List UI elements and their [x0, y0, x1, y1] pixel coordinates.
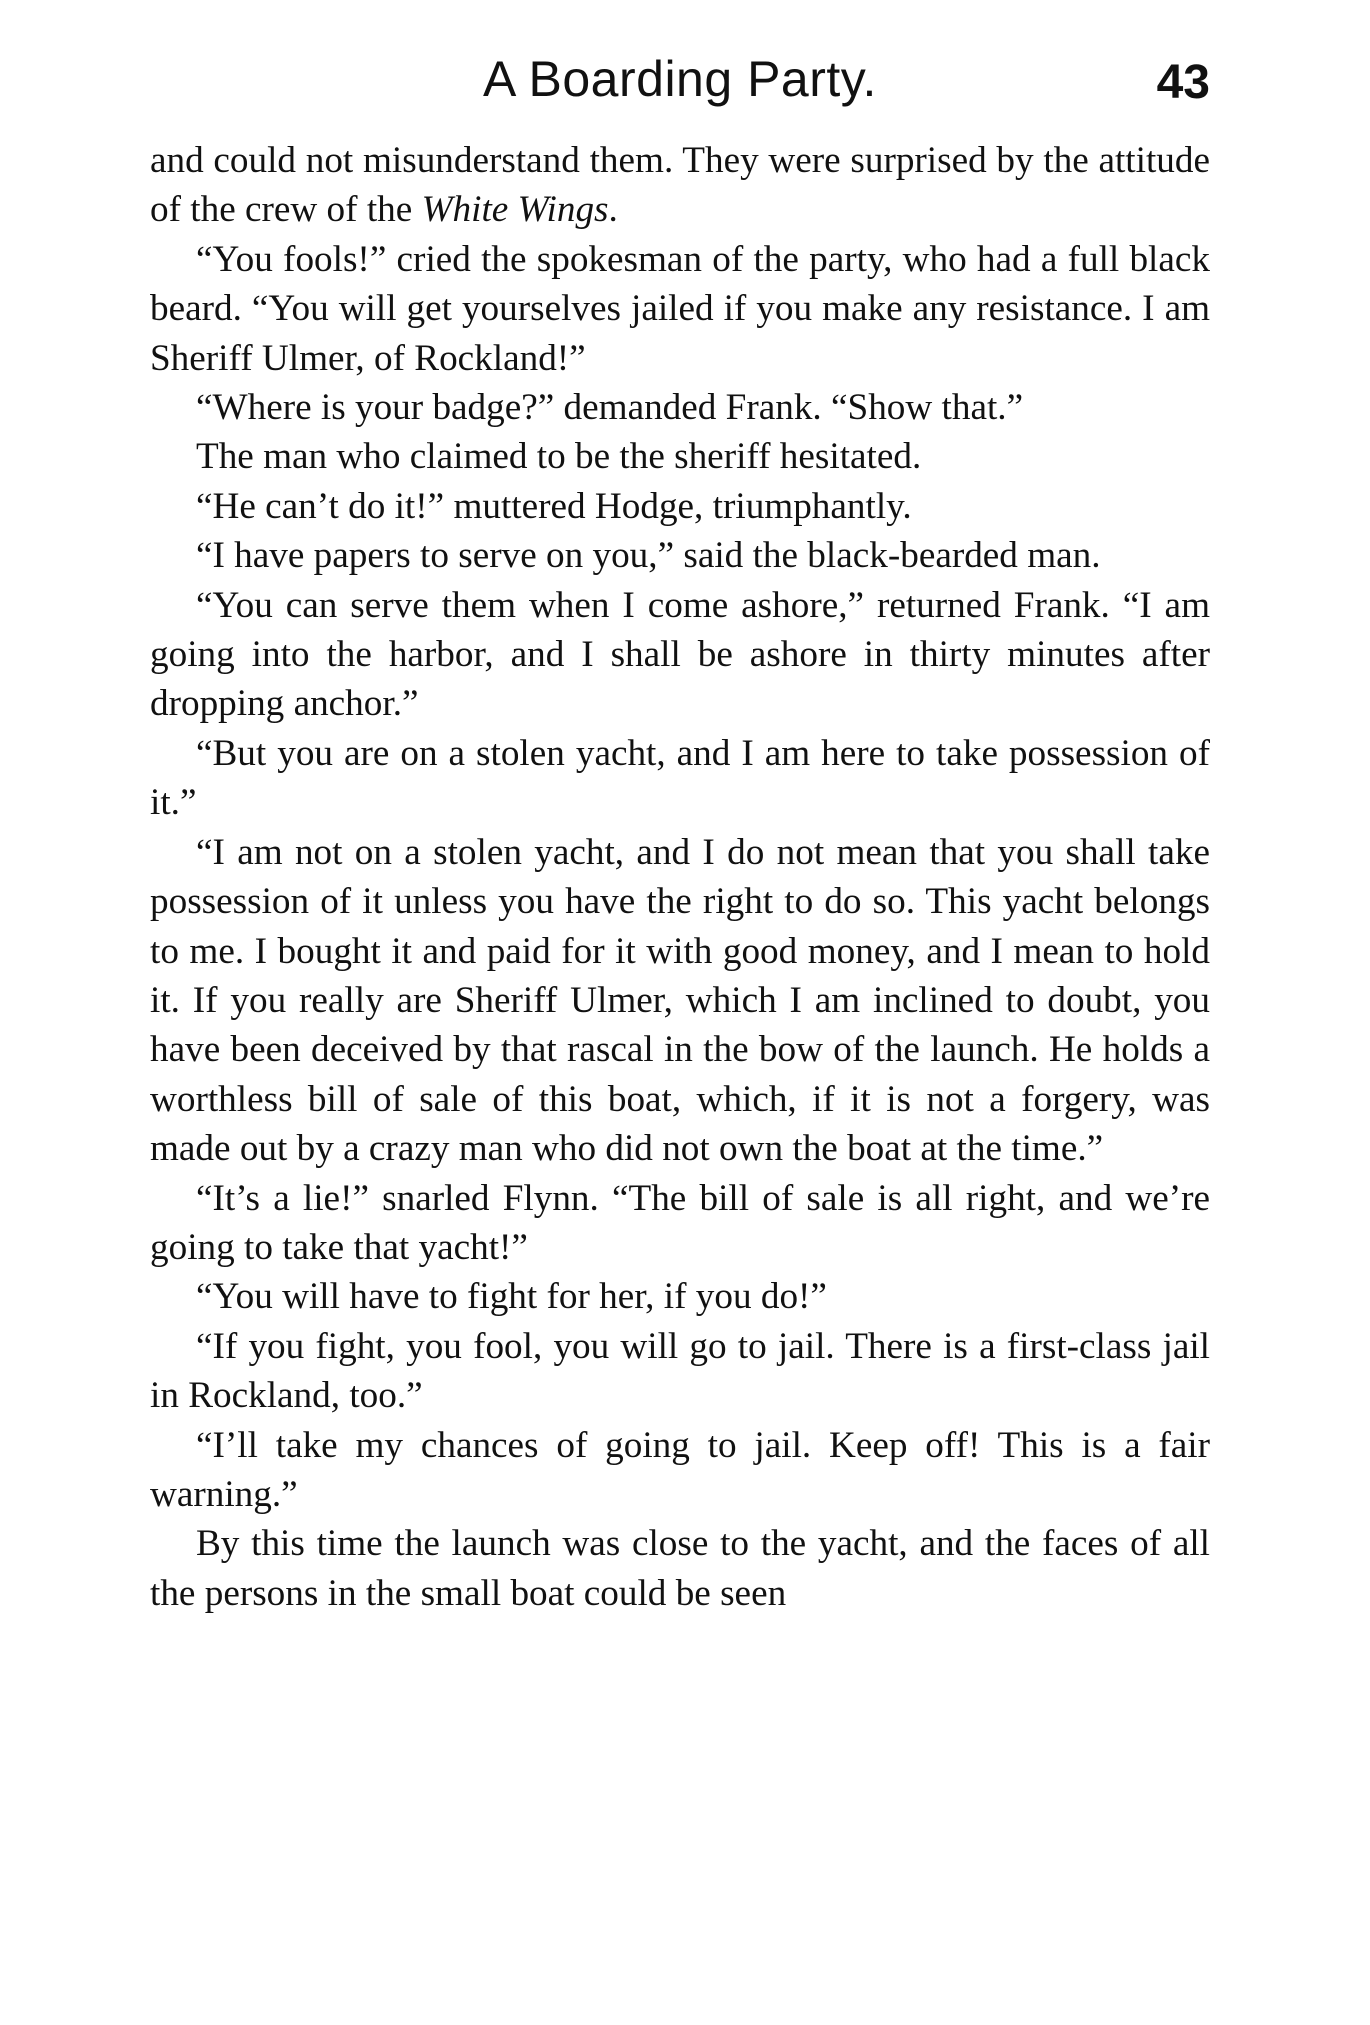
paragraph: “You can serve them when I come ashore,” returned Frank. “I am going into the harbor, and I shall be ashore in thirty minutes after dropping anchor.” — [150, 584, 1210, 725]
paragraph: By this time the launch was close to the yacht, and the faces of all the persons in the small boat could be seen — [150, 1523, 1210, 1614]
paragraph: “Where is your badge?” demanded Frank. “Show that.” — [196, 387, 1024, 429]
page-header — [150, 44, 1210, 114]
paragraph-continued — [150, 136, 1210, 235]
paragraph: “You will have to fight for her, if you do!” — [196, 1276, 827, 1318]
paragraph: “I’ll take my chances of going to jail. Keep off! This is a fair warning.” — [150, 1424, 1210, 1515]
page-number: 43 — [1156, 56, 1210, 109]
paragraph: “I am not on a stolen yacht, and I do not mean that you shall take possession of it unless you have the right to do so. This yacht belongs to me. I bought it and paid for it with good money, and I mean to hold it. If you really are Sheriff Ulmer, which I am inclined to doubt, you have been deceived by that rascal in the bow of the launch. He holds a worthless bill of sale of this boat, which, if it is not a forgery, was made out by a crazy man who did not own the boat at the time.” — [150, 831, 1210, 1170]
yacht-name: White Wings — [421, 189, 609, 231]
paragraph: “But you are on a stolen yacht, and I am here to take possession of it.” — [150, 732, 1210, 824]
paragraph: “I have papers to serve on you,” said the black-bearded man. — [196, 535, 1101, 577]
paragraph: “You fools!” cried the spokesman of the party, who had a full black beard. “You will get yourselves jailed if you make any resistance. I am Sheriff Ulmer, of Rockland!” — [150, 238, 1210, 379]
paragraph: The man who claimed to be the sheriff hesitated. — [196, 436, 922, 478]
paragraph-text: and could not misunderstand them. They were surprised by the attitude of the crew of the — [150, 140, 1210, 231]
paragraph: “He can’t do it!” muttered Hodge, triumphantly. — [196, 485, 912, 527]
paragraph-text: . — [608, 189, 618, 231]
page-body — [150, 136, 1210, 1618]
paragraph: “It’s a lie!” snarled Flynn. “The bill of sale is all right, and we’re going to take that yacht!” — [150, 1177, 1210, 1268]
paragraph: “If you fight, you fool, you will go to jail. There is a first-class jail in Rockland, too.” — [150, 1325, 1210, 1417]
running-title: A Boarding Party. — [483, 51, 877, 107]
